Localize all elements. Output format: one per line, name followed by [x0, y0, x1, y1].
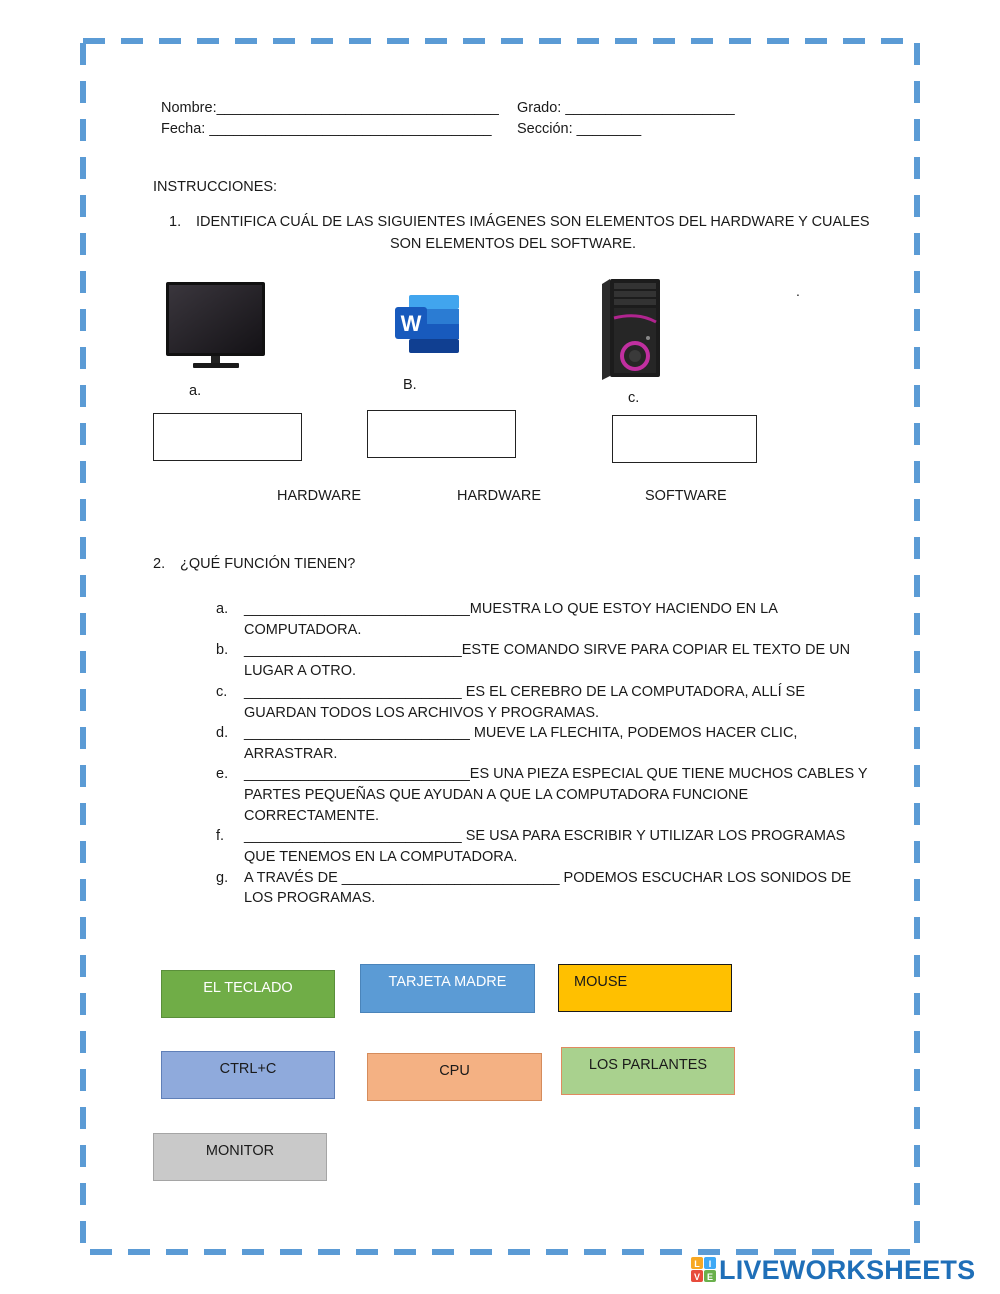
q2-item-c-line1[interactable]: ___________________________ ES EL CEREBRO DE LA COMPUTADORA, ALLÍ SE	[244, 684, 806, 700]
question1-line2: SON ELEMENTOS DEL SOFTWARE.	[389, 236, 636, 252]
image-label-a: a.	[189, 383, 202, 399]
word-chip-el-teclado[interactable]: EL TECLADO	[161, 970, 335, 1018]
nombre-field[interactable]: Nombre:___________________________________	[161, 100, 499, 116]
svg-text:L: L	[694, 1259, 700, 1269]
image-label-b: B.	[403, 377, 417, 393]
q2-item-letter-b: b.	[216, 642, 229, 658]
q2-item-e-line2: PARTES PEQUEÑAS QUE AYUDAN A QUE LA COMPUTADORA FUNCIONE	[244, 787, 749, 803]
svg-text:V: V	[693, 1272, 701, 1282]
cpu-tower-image	[598, 278, 662, 382]
word-logo-image	[393, 294, 461, 354]
answer-box-a[interactable]	[153, 413, 302, 461]
q2-item-a-line1[interactable]: ____________________________MUESTRA LO QUE ESTOY HACIENDO EN LA	[244, 601, 778, 617]
liveworksheets-wordmark: LIVEWORKSHEETS	[719, 1254, 976, 1285]
seccion-field[interactable]: Sección: ________	[517, 121, 642, 137]
answer-word-3: SOFTWARE	[645, 488, 727, 504]
word-chip-ctrl-c[interactable]: CTRL+C	[161, 1051, 335, 1099]
q2-item-b-line2: LUGAR A OTRO.	[244, 663, 356, 679]
q2-item-c-line2: GUARDAN TODOS LOS ARCHIVOS Y PROGRAMAS.	[244, 705, 600, 721]
stray-dot: .	[796, 283, 800, 299]
instructions-heading: INSTRUCCIONES:	[153, 179, 278, 195]
fecha-field[interactable]: Fecha: ___________________________________	[161, 121, 492, 137]
q2-item-letter-c: c.	[216, 684, 228, 700]
q2-item-e-line3: CORRECTAMENTE.	[244, 808, 380, 824]
q2-item-f-line1[interactable]: ___________________________ SE USA PARA ESCRIBIR Y UTILIZAR LOS PROGRAMAS	[244, 828, 846, 844]
word-chip-tarjeta-madre[interactable]: TARJETA MADRE	[360, 964, 535, 1013]
q2-item-e-line1[interactable]: ____________________________ES UNA PIEZA ESPECIAL QUE TIENE MUCHOS CABLES Y	[244, 766, 868, 782]
q2-item-a-line2: COMPUTADORA.	[244, 622, 362, 638]
q2-item-d-line2: ARRASTRAR.	[244, 746, 338, 762]
q2-item-letter-d: d.	[216, 725, 229, 741]
q2-item-f-line2: QUE TENEMOS EN LA COMPUTADORA.	[244, 849, 518, 865]
word-chip-cpu[interactable]: CPU	[367, 1053, 542, 1101]
question1-line1: IDENTIFICA CUÁL DE LAS SIGUIENTES IMÁGENES SON ELEMENTOS DEL HARDWARE Y CUALES	[196, 214, 870, 230]
question2-number: 2.	[153, 556, 166, 572]
monitor-image	[165, 281, 266, 371]
svg-text:I: I	[708, 1259, 712, 1269]
grado-field[interactable]: Grado: _____________________	[517, 100, 735, 116]
question1-number: 1.	[169, 214, 182, 230]
q2-item-letter-g: g.	[216, 870, 229, 886]
word-chip-los-parlantes[interactable]: LOS PARLANTES	[561, 1047, 735, 1095]
word-chip-mouse[interactable]: MOUSE	[558, 964, 732, 1012]
q2-item-b-line1[interactable]: ___________________________ESTE COMANDO SIRVE PARA COPIAR EL TEXTO DE UN	[244, 642, 851, 658]
word-chip-monitor[interactable]: MONITOR	[153, 1133, 327, 1181]
answer-word-2: HARDWARE	[457, 488, 542, 504]
question2-title: ¿QUÉ FUNCIÓN TIENEN?	[180, 556, 356, 572]
answer-box-c[interactable]	[612, 415, 757, 463]
q2-item-g-line2: LOS PROGRAMAS.	[244, 890, 376, 906]
svg-text:E: E	[706, 1272, 714, 1282]
q2-item-g-line1[interactable]: A TRAVÉS DE ___________________________ PODEMOS ESCUCHAR LOS SONIDOS DE	[244, 870, 852, 886]
q2-item-letter-e: e.	[216, 766, 229, 782]
answer-box-b[interactable]	[367, 410, 516, 458]
answer-word-1: HARDWARE	[277, 488, 362, 504]
q2-item-d-line1[interactable]: ____________________________ MUEVE LA FLECHITA, PODEMOS HACER CLIC,	[244, 725, 798, 741]
live-blocks-icon	[691, 1257, 717, 1283]
svg-text:W: W	[400, 311, 422, 336]
q2-item-letter-f: f.	[216, 828, 225, 844]
image-label-c: c.	[628, 390, 640, 406]
q2-item-letter-a: a.	[216, 601, 229, 617]
liveworksheets-logo[interactable]	[691, 1255, 975, 1285]
